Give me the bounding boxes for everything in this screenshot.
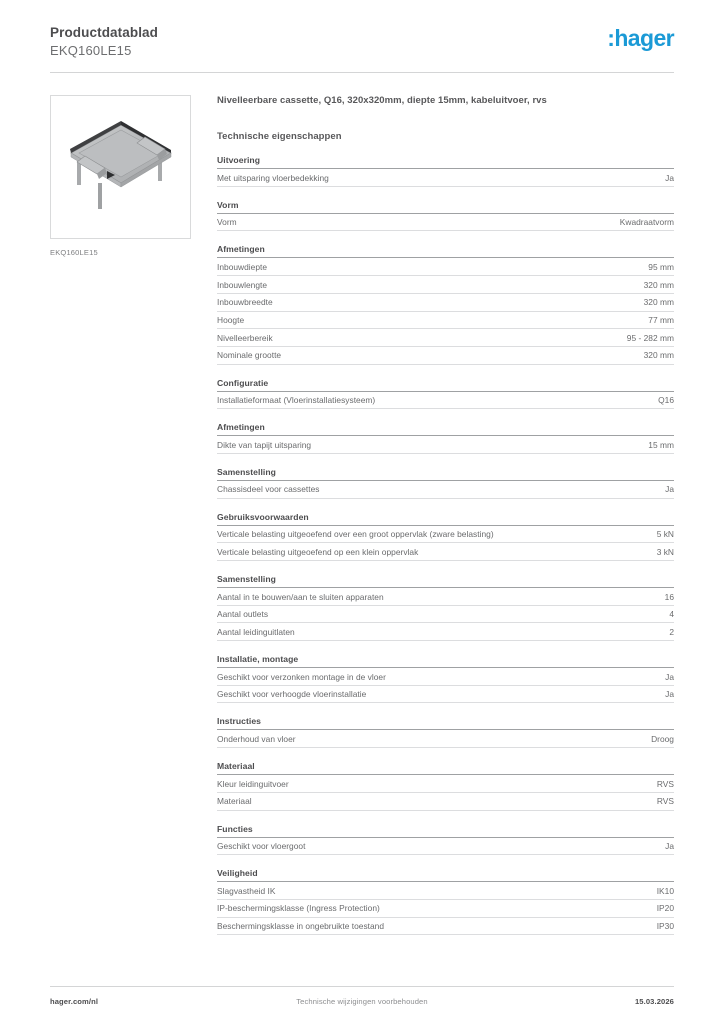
spec-section-title: Installatie, montage xyxy=(217,654,674,668)
product-image-caption: EKQ160LE15 xyxy=(50,247,98,257)
spec-label: Kleur leidinguitvoer xyxy=(217,778,289,789)
spec-section-title: Configuratie xyxy=(217,378,674,392)
spec-label: Aantal leidinguitlaten xyxy=(217,626,295,637)
spec-label: IP-beschermingsklasse (Ingress Protection) xyxy=(217,903,380,914)
spec-row xyxy=(217,329,674,347)
spec-row xyxy=(217,392,674,410)
spec-label: Nominale grootte xyxy=(217,350,282,361)
product-image-frame xyxy=(50,95,191,239)
spec-label: Installatieformaat (Vloerinstallatiesysteem) xyxy=(217,395,376,406)
spec-label: Inbouwbreedte xyxy=(217,297,273,308)
spec-section-title: Gebruiksvoorwaarden xyxy=(217,512,674,526)
spec-value: RVS xyxy=(656,796,674,807)
floor-cassette-icon xyxy=(57,107,185,227)
spec-section xyxy=(217,761,674,810)
spec-row xyxy=(217,526,674,544)
spec-row xyxy=(217,775,674,793)
spec-value: 320 mm xyxy=(643,297,674,308)
spec-row xyxy=(217,543,674,561)
product-reference: EKQ160LE15 xyxy=(50,43,132,59)
spec-value: Q16 xyxy=(658,395,674,406)
spec-value: Kwadraatvorm xyxy=(619,217,674,228)
spec-section xyxy=(217,200,674,232)
spec-label: Geschikt voor verzonken montage in de vloer xyxy=(217,671,386,682)
spec-section-title: Instructies xyxy=(217,716,674,730)
spec-row xyxy=(217,918,674,936)
spec-label: Materiaal xyxy=(217,796,252,807)
spec-row xyxy=(217,623,674,641)
spec-value: Droog xyxy=(651,733,674,744)
spec-value: IP20 xyxy=(656,903,674,914)
spec-value: Ja xyxy=(665,671,674,682)
spec-row xyxy=(217,436,674,454)
footer-website[interactable]: hager.com/nl xyxy=(50,997,99,1006)
spec-section-title: Functies xyxy=(217,824,674,838)
spec-row xyxy=(217,900,674,918)
spec-row xyxy=(217,730,674,748)
spec-section xyxy=(217,716,674,748)
spec-row xyxy=(217,686,674,704)
spec-section-title: Materiaal xyxy=(217,761,674,775)
specifications-column xyxy=(195,95,674,936)
spec-value: 320 mm xyxy=(643,350,674,361)
spec-section-title: Samenstelling xyxy=(217,574,674,588)
spec-value: IK10 xyxy=(656,885,674,896)
spec-label: Vorm xyxy=(217,217,237,228)
footer-disclaimer: Technische wijzigingen voorbehouden xyxy=(296,997,428,1006)
spec-label: Dikte van tapijt uitsparing xyxy=(217,439,312,450)
product-image-column xyxy=(50,95,195,257)
spec-label: Verticale belasting uitgeoefend op een klein oppervlak xyxy=(217,546,419,557)
spec-value: 95 mm xyxy=(648,261,674,272)
spec-value: 95 - 282 mm xyxy=(626,332,674,343)
spec-section xyxy=(217,654,674,703)
spec-value: Ja xyxy=(665,484,674,495)
spec-section-title: Afmetingen xyxy=(217,422,674,436)
spec-section xyxy=(217,824,674,856)
spec-section-title: Veiligheid xyxy=(217,868,674,882)
spec-row xyxy=(217,214,674,232)
spec-label: Hoogte xyxy=(217,315,245,326)
spec-value: 77 mm xyxy=(648,315,674,326)
spec-section xyxy=(217,467,674,499)
spec-value: 3 kN xyxy=(656,546,674,557)
spec-label: Geschikt voor verhoogde vloerinstallatie xyxy=(217,689,367,700)
spec-section xyxy=(217,574,674,641)
spec-value: 15 mm xyxy=(648,439,674,450)
spec-label: Aantal outlets xyxy=(217,609,269,620)
spec-label: Chassisdeel voor cassettes xyxy=(217,484,320,495)
spec-section-title: Afmetingen xyxy=(217,244,674,258)
spec-label: Geschikt voor vloergoot xyxy=(217,841,306,852)
spec-value: Ja xyxy=(665,841,674,852)
page-title: Productdatablad xyxy=(50,25,159,40)
spec-row xyxy=(217,588,674,606)
spec-section xyxy=(217,422,674,454)
page-header xyxy=(50,0,674,60)
spec-row xyxy=(217,481,674,499)
spec-section-title: Vorm xyxy=(217,200,674,214)
spec-row xyxy=(217,294,674,312)
header-titles xyxy=(50,24,158,60)
spec-value: IP30 xyxy=(656,921,674,932)
spec-label: Inbouwlengte xyxy=(217,279,268,290)
product-name: Nivelleerbare cassette, Q16, 320x320mm, diepte 15mm, kabeluitvoer, rvs xyxy=(217,94,547,106)
spec-row xyxy=(217,169,674,187)
spec-value: 5 kN xyxy=(656,529,674,540)
spec-row xyxy=(217,347,674,365)
page-content xyxy=(50,73,674,936)
spec-label: Met uitsparing vloerbedekking xyxy=(217,172,329,183)
spec-value: 320 mm xyxy=(643,279,674,290)
spec-row xyxy=(217,312,674,330)
spec-row xyxy=(217,258,674,276)
spec-label: Beschermingsklasse in ongebruikte toestand xyxy=(217,921,385,932)
spec-section-title: Samenstelling xyxy=(217,467,674,481)
footer-date: 15.03.2026 xyxy=(634,997,674,1006)
spec-value: Ja xyxy=(665,172,674,183)
spec-label: Verticale belasting uitgeoefend over een groot oppervlak (zware belasting) xyxy=(217,529,494,540)
spec-value: RVS xyxy=(656,778,674,789)
page-footer xyxy=(50,986,674,1006)
spec-value: 4 xyxy=(669,609,674,620)
spec-label: Slagvastheid IK xyxy=(217,885,276,896)
spec-value: 2 xyxy=(669,626,674,637)
spec-row xyxy=(217,838,674,856)
spec-section xyxy=(217,378,674,410)
hager-logo: :hager xyxy=(607,25,674,51)
spec-label: Inbouwdiepte xyxy=(217,261,268,272)
specification-sections xyxy=(217,155,674,935)
spec-row xyxy=(217,793,674,811)
spec-row xyxy=(217,882,674,900)
spec-label: Aantal in te bouwen/aan te sluiten apparaten xyxy=(217,591,384,602)
spec-section xyxy=(217,155,674,187)
spec-section-title: Uitvoering xyxy=(217,155,674,169)
spec-section xyxy=(217,244,674,364)
spec-section xyxy=(217,868,674,935)
spec-value: 16 xyxy=(664,591,674,602)
spec-section xyxy=(217,512,674,561)
spec-row xyxy=(217,668,674,686)
spec-label: Onderhoud van vloer xyxy=(217,733,296,744)
technical-properties-title: Technische eigenschappen xyxy=(217,131,342,143)
spec-label: Nivelleerbereik xyxy=(217,332,273,343)
footer-content xyxy=(50,987,674,1006)
spec-row xyxy=(217,606,674,624)
spec-value: Ja xyxy=(665,689,674,700)
spec-row xyxy=(217,276,674,294)
